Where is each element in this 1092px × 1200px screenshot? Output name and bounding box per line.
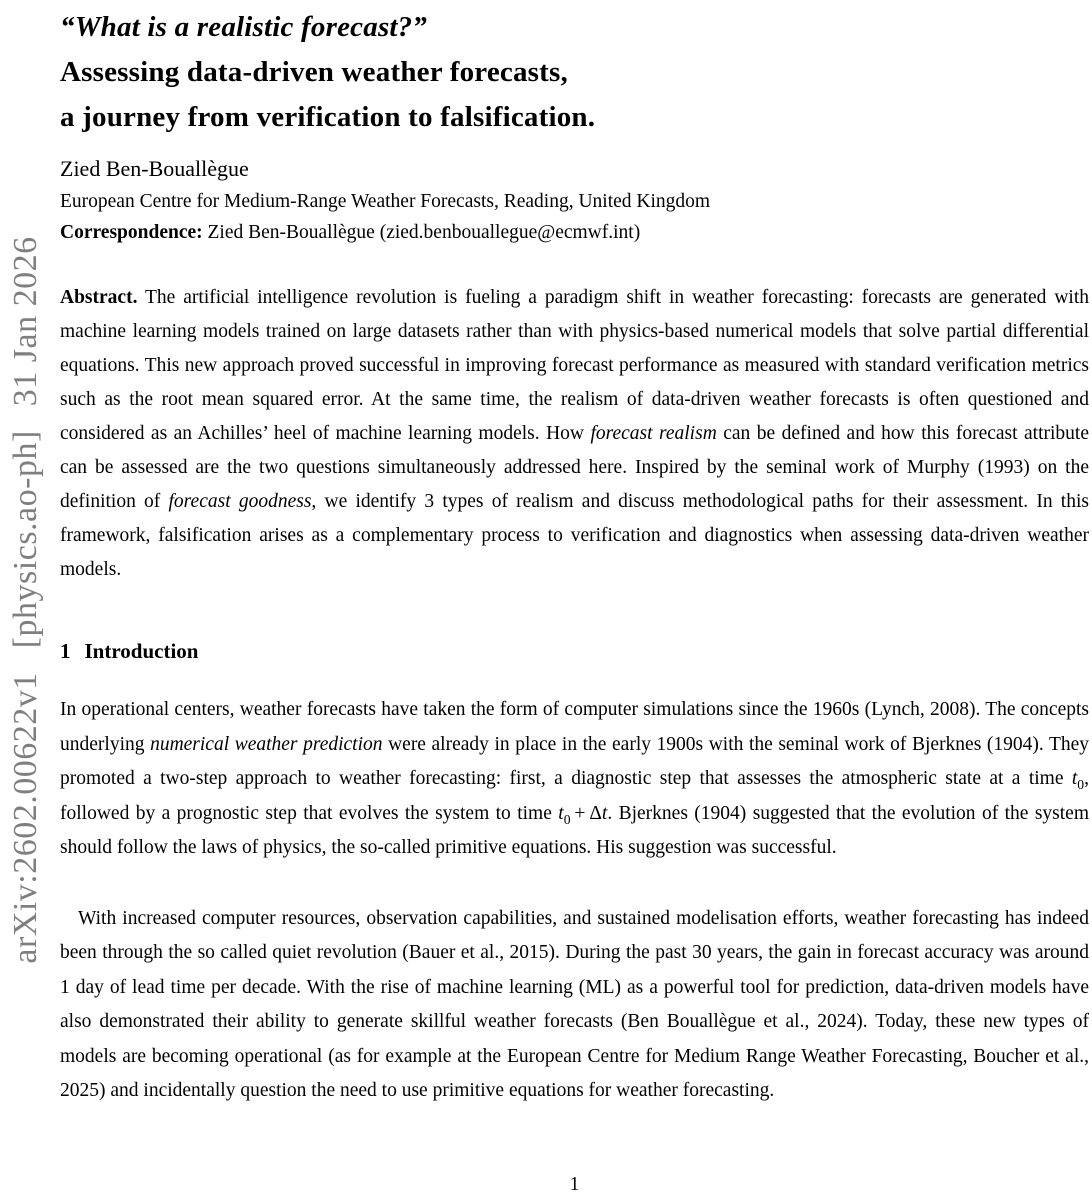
para1-text-1: In operational centers, weather forecasts have taken the form of computer simulations since the 1960s (Lynch, 2008). The concepts underlying xyxy=(60,699,1089,755)
arxiv-category: [physics.ao-ph] xyxy=(7,430,44,649)
arxiv-id: arXiv:2602.00622v1 xyxy=(7,672,44,964)
section-number: 1 xyxy=(60,639,71,663)
abstract-text-2: can be defined and how this forecast attribute can be assessed are the two questions simultaneously addressed here. Inspired by the seminal work of Murphy (1993) on the definition of xyxy=(60,423,1089,512)
abstract-text-1: The artificial intelligence revolution is fueling a paradigm shift in weather forecasting: forecasts are generated with machine learning models trained on large datasets rather than with physics-based numerical models that solve partial differential equations. This new approach proved successful in improving forecast performance as measured with standard verification metrics such as the root mean squared error. At the same time, the realism of data-driven weather forecasts is often questioned and considered as an Achilles’ heel of machine learning models. How xyxy=(60,287,1089,444)
paper-content xyxy=(60,0,1089,1109)
page-number: 1 xyxy=(569,1174,580,1195)
para1-text-2: were already in place in the early 1900s with the seminal work of Bjerknes (1904). They promoted a two-step approach to weather forecasting: first, a diagnostic step that assesses the atmospheric state at a time xyxy=(60,733,1090,789)
paper-title xyxy=(60,0,1089,140)
math-t0-second-var: t xyxy=(558,802,564,824)
abstract-italic-forecast-goodness: forecast goodness xyxy=(168,491,312,512)
section-heading-introduction xyxy=(60,639,1089,664)
correspondence-line xyxy=(60,220,1089,245)
para1-text-4: . Bjerknes (1904) suggested that the evolution of the system should follow the laws of physics, the so-called primitive equations. His suggestion was successful. xyxy=(60,802,1089,858)
title-line-3: a journey from verification to falsification. xyxy=(60,101,596,133)
arxiv-sidebar-banner xyxy=(7,236,45,963)
abstract-paragraph xyxy=(60,281,1089,587)
math-t0-second-sub: 0 xyxy=(563,811,571,827)
arxiv-date: 31 Jan 2026 xyxy=(7,236,44,407)
section-title: Introduction xyxy=(84,639,199,663)
math-delta-t-var: t xyxy=(601,802,608,824)
math-t0-first-var: t xyxy=(1071,768,1078,789)
author-affiliation: European Centre for Medium-Range Weather Forecasts, Reading, United Kingdom xyxy=(60,191,711,212)
abstract-italic-forecast-realism: forecast realism xyxy=(590,423,717,444)
abstract-label: Abstract. xyxy=(60,287,138,308)
correspondence-label: Correspondence: xyxy=(60,222,203,243)
correspondence-text: Zied Ben-Bouallègue (zied.benbouallegue@ecmwf.int) xyxy=(202,222,641,243)
introduction-paragraph-1 xyxy=(60,693,1089,866)
math-t0-first-sub: 0 xyxy=(1077,776,1085,792)
para1-italic-nwp: numerical weather prediction xyxy=(150,733,383,755)
introduction-paragraph-2: With increased computer resources, observation capabilities, and sustained modelisation efforts, weather forecasting has indeed been through the so called quiet revolution (Bauer et al., 2015). During the past 30 years, the gain in forecast accuracy was around 1 day of lead time per decade. With the rise of machine learning (ML) as a powerful tool for prediction, data-driven models have also demonstrated their ability to generate skillful weather forecasts (Ben Bouallègue et al., 2024). Today, these new types of models are becoming operational (as for example at the European Centre for Medium Range Weather Forecasting, Boucher et al., 2025) and incidentally question the need to use primitive equations for weather forecasting. xyxy=(60,907,1089,1101)
title-line-2: Assessing data-driven weather forecasts, xyxy=(60,56,568,88)
title-line-1: “What is a realistic forecast?” xyxy=(60,11,428,43)
abstract-text-3: , we identify 3 types of realism and discuss methodological paths for their assessment. In this framework, falsification arises as a complementary process to verification and diagnostics when assessing data-driven weather models. xyxy=(60,491,1089,580)
math-plus-delta: + Δ xyxy=(570,802,602,824)
author-name: Zied Ben-Bouallègue xyxy=(60,156,249,181)
para1-text-3: , followed by a prognostic step that evolves the system to time xyxy=(60,768,1089,824)
